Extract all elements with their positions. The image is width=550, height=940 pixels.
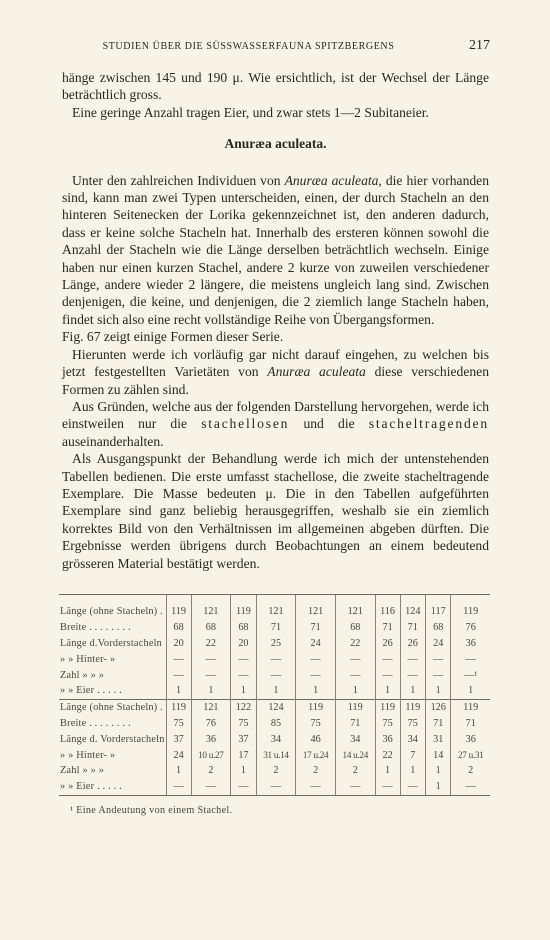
paragraph — [62, 398, 489, 450]
table-cell: 71 — [400, 620, 425, 636]
table-cell: — — [375, 779, 400, 795]
table-cell: 122 — [231, 699, 256, 715]
table-cell: 10 u.27 — [191, 747, 231, 763]
table-cell: 119 — [296, 699, 336, 715]
table-cell: 1 — [191, 683, 231, 699]
measurement-table — [59, 594, 490, 796]
table-cell: — — [375, 651, 400, 667]
table-cell: —¹ — [451, 667, 490, 683]
table-cell: 116 — [375, 595, 400, 620]
paragraph: Fig. 67 zeigt einige Formen dieser Serie. — [62, 329, 284, 345]
row-label: » » Eier . . . . . — [59, 779, 166, 795]
table-cell: 1 — [426, 779, 451, 795]
text-span: auseinanderhalten. — [62, 433, 164, 449]
page-number: 217 — [469, 38, 490, 53]
table-cell: 71 — [375, 620, 400, 636]
table-cell: — — [166, 651, 191, 667]
table-cell: 36 — [191, 731, 231, 747]
table-cell: 75 — [296, 716, 336, 732]
table-row — [59, 779, 490, 795]
table-cell: 20 — [166, 636, 191, 652]
table-cell: 1 — [166, 683, 191, 699]
running-title: STUDIEN ÜBER DIE SÜSSWASSERFAUNA SPITZBERGENS — [102, 41, 395, 52]
row-label: Zahl » » » — [60, 765, 105, 777]
table-cell: 71 — [426, 716, 451, 732]
table-cell: — — [426, 651, 451, 667]
table-cell: 121 — [335, 595, 375, 620]
row-label: Länge d.Vorderstacheln — [60, 637, 162, 649]
table-cell: 1 — [375, 683, 400, 699]
table-cell: 24 — [296, 636, 336, 652]
table-cell: — — [231, 651, 256, 667]
table-cell: 1 — [426, 683, 451, 699]
table-cell: 1 — [296, 683, 336, 699]
table-cell: 31 u.14 — [256, 747, 296, 763]
table-cell: 1 — [400, 683, 425, 699]
row-label: Länge (ohne Stacheln) . — [59, 595, 166, 620]
table-row — [59, 699, 490, 715]
table-cell: 20 — [231, 636, 256, 652]
table-cell: — — [400, 667, 425, 683]
table-cell: 37 — [231, 731, 256, 747]
text-span: diese verschiedenen Formen zu zählen sind. — [62, 364, 489, 397]
table-cell: — — [256, 779, 296, 795]
table-cell: 68 — [166, 620, 191, 636]
table-cell: 119 — [231, 595, 256, 620]
table-cell: 119 — [400, 699, 425, 715]
table-cell: 36 — [451, 636, 490, 652]
table-cell: 27 u.31 — [451, 747, 490, 763]
table-cell: 121 — [296, 595, 336, 620]
data-table — [59, 594, 490, 796]
text-span: und die — [289, 416, 369, 432]
paragraph — [62, 172, 489, 329]
row-label: » » Hinter- » — [60, 749, 116, 761]
table-row — [59, 716, 490, 732]
row-label: » » Eier . . . . . — [60, 685, 122, 697]
table-cell: 37 — [166, 731, 191, 747]
table-cell: 22 — [335, 636, 375, 652]
table-cell: 2 — [256, 763, 296, 779]
table-row — [59, 731, 490, 747]
table-cell: — — [191, 651, 231, 667]
paragraph — [62, 346, 489, 398]
table-cell: 68 — [191, 620, 231, 636]
table-row — [59, 651, 490, 667]
table-cell: 26 — [375, 636, 400, 652]
table-cell: 2 — [451, 763, 490, 779]
table-row — [59, 747, 490, 763]
table-cell: 71 — [451, 716, 490, 732]
table-cell: 2 — [335, 763, 375, 779]
table-cell: 121 — [256, 595, 296, 620]
table-cell: 24 — [166, 747, 191, 763]
table-cell: 17 u.24 — [296, 747, 336, 763]
table-cell: 1 — [256, 683, 296, 699]
table-cell: 76 — [191, 716, 231, 732]
table-cell: — — [166, 667, 191, 683]
table-cell: 68 — [426, 620, 451, 636]
table-cell: 2 — [296, 763, 336, 779]
table-cell: 1 — [231, 763, 256, 779]
table-cell: 1 — [375, 763, 400, 779]
table-cell: 119 — [451, 699, 490, 715]
table-cell: 26 — [400, 636, 425, 652]
table-cell: 121 — [191, 699, 231, 715]
table-cell: 126 — [426, 699, 451, 715]
table-cell: 1 — [231, 683, 256, 699]
table-cell: 119 — [375, 699, 400, 715]
table-cell: 22 — [375, 747, 400, 763]
table-cell: 119 — [166, 699, 191, 715]
table-cell: 76 — [451, 620, 490, 636]
table-cell: 124 — [256, 699, 296, 715]
table-cell: — — [256, 651, 296, 667]
table-cell: 34 — [400, 731, 425, 747]
row-label: Länge (ohne Stacheln) . — [59, 699, 166, 715]
row-label: Breite . . . . . . . . — [60, 717, 131, 729]
table-cell: — — [400, 779, 425, 795]
table-cell: 25 — [256, 636, 296, 652]
table-cell: — — [426, 667, 451, 683]
table-row — [59, 620, 490, 636]
paragraph: hänge zwischen 145 und 190 μ. Wie ersichtlich, ist der Wechsel der Länge beträchtlich gross. — [62, 70, 489, 103]
table-cell: — — [191, 779, 231, 795]
table-cell: — — [191, 667, 231, 683]
species-name: Anuræa aculeata — [267, 364, 366, 380]
table-cell: — — [335, 667, 375, 683]
paragraph: Eine geringe Anzahl tragen Eier, und zwar stets 1—2 Subitaneier. — [72, 104, 429, 120]
table-cell: 75 — [375, 716, 400, 732]
table-cell: — — [335, 779, 375, 795]
table-cell: — — [231, 779, 256, 795]
section-heading: Anuræa aculeata. — [224, 136, 327, 152]
table-cell: 7 — [400, 747, 425, 763]
row-label: Zahl » » » — [60, 669, 105, 681]
table-cell: 1 — [426, 763, 451, 779]
footnote: ¹ Eine Andeutung von einem Stachel. — [70, 805, 233, 816]
page-header — [28, 38, 490, 54]
table-cell: 119 — [451, 595, 490, 620]
table-row — [59, 763, 490, 779]
table-cell: 14 — [426, 747, 451, 763]
text-span: Unter den zahlreichen Individuen von — [72, 172, 285, 188]
table-cell: — — [256, 667, 296, 683]
table-cell: 75 — [400, 716, 425, 732]
table-cell: 117 — [426, 595, 451, 620]
table-cell: 68 — [231, 620, 256, 636]
table-cell: 119 — [335, 699, 375, 715]
text-span: Hierunten werde ich vorläufig gar nicht darauf eingehen, zu welchen bis jetzt festgestellten Varietäten von — [62, 346, 489, 380]
table-cell: 14 u.24 — [335, 747, 375, 763]
table-cell: 22 — [191, 636, 231, 652]
paragraph: Als Ausgangspunkt der Behandlung werde ich mich der untenstehenden Tabellen bedienen. Die erste umfasst stachellose, die zweite stacheltragende Exemplare. Die Masse bedeuten μ. Die in den Tabellen aufgeführten Exemplare sind ganz beliebig herausgegriffen, weshalb sie ein ziemlich korrektes Bild von den Verhältnissen im allgemeinen abgeben dürften. Die Ergebnisse werden übrigens durch Beobachtungen an einem bedeutend grösseren Material bestätigt werden. — [62, 451, 489, 571]
table-cell: 85 — [256, 716, 296, 732]
table-cell: 1 — [335, 683, 375, 699]
text-span: die hier vorhanden sind, kann man zwei Typen unterscheiden, einen, der durch Stacheln an den hinteren Seitenecken der Lorika gekennzeichnet ist, den anderen dadurch, dass er keine solche Stacheln hat. Innerhalb des ersteren können sowohl die Anzahl der Stacheln wie die Länge derselben beträchtlich wechseln. Einige haben nur einen kurzen Stachel, andere 2 kurze von zuweilen verschiedener Länge, andere wieder 2 längere, die meistens ungleich lang sind. Zwischen denjenigen, die keine, und denjenigen, die 2 ziemlich lange Stacheln haben, findet sich also eine recht vollständige Reihe von Übergangsformen. — [62, 172, 489, 327]
spaced-term: stacheltragenden — [368, 416, 489, 432]
table-row — [59, 595, 490, 620]
table-cell: — — [451, 651, 490, 667]
table-cell: 71 — [256, 620, 296, 636]
table-cell: 24 — [426, 636, 451, 652]
table-cell: — — [166, 779, 191, 795]
table-cell: 124 — [400, 595, 425, 620]
text-span: Aus Gründen, welche aus der folgenden Darstellung hervorgehen, werde ich einstweilen nur die — [62, 398, 489, 432]
row-label: » » Hinter- » — [60, 653, 116, 665]
table-row — [59, 667, 490, 683]
species-name: Anuræa aculeata, — [284, 172, 382, 188]
table-cell: — — [296, 651, 336, 667]
table-cell: 75 — [166, 716, 191, 732]
table-cell: — — [400, 651, 425, 667]
table-row — [59, 636, 490, 652]
table-row — [59, 683, 490, 699]
table-cell: 121 — [191, 595, 231, 620]
spaced-term: stachellosen — [201, 416, 290, 432]
table-cell: 119 — [166, 595, 191, 620]
table-cell: 34 — [335, 731, 375, 747]
table-cell: 71 — [296, 620, 336, 636]
table-cell: — — [231, 667, 256, 683]
table-cell: 36 — [375, 731, 400, 747]
row-label: Länge d. Vorderstacheln — [60, 733, 165, 745]
body-text — [62, 69, 489, 572]
table-cell: — — [375, 667, 400, 683]
table-cell: 46 — [296, 731, 336, 747]
table-cell: — — [335, 651, 375, 667]
table-cell: — — [296, 779, 336, 795]
table-cell: 34 — [256, 731, 296, 747]
table-cell: 71 — [335, 716, 375, 732]
table-cell: 17 — [231, 747, 256, 763]
table-cell: 68 — [335, 620, 375, 636]
table-cell: 1 — [166, 763, 191, 779]
table-cell: 36 — [451, 731, 490, 747]
table-cell: 1 — [451, 683, 490, 699]
row-label: Breite . . . . . . . . — [60, 622, 131, 634]
table-cell: 75 — [231, 716, 256, 732]
table-cell: — — [296, 667, 336, 683]
table-cell: 31 — [426, 731, 451, 747]
table-cell: — — [451, 779, 490, 795]
table-cell: 2 — [191, 763, 231, 779]
table-cell: 1 — [400, 763, 425, 779]
